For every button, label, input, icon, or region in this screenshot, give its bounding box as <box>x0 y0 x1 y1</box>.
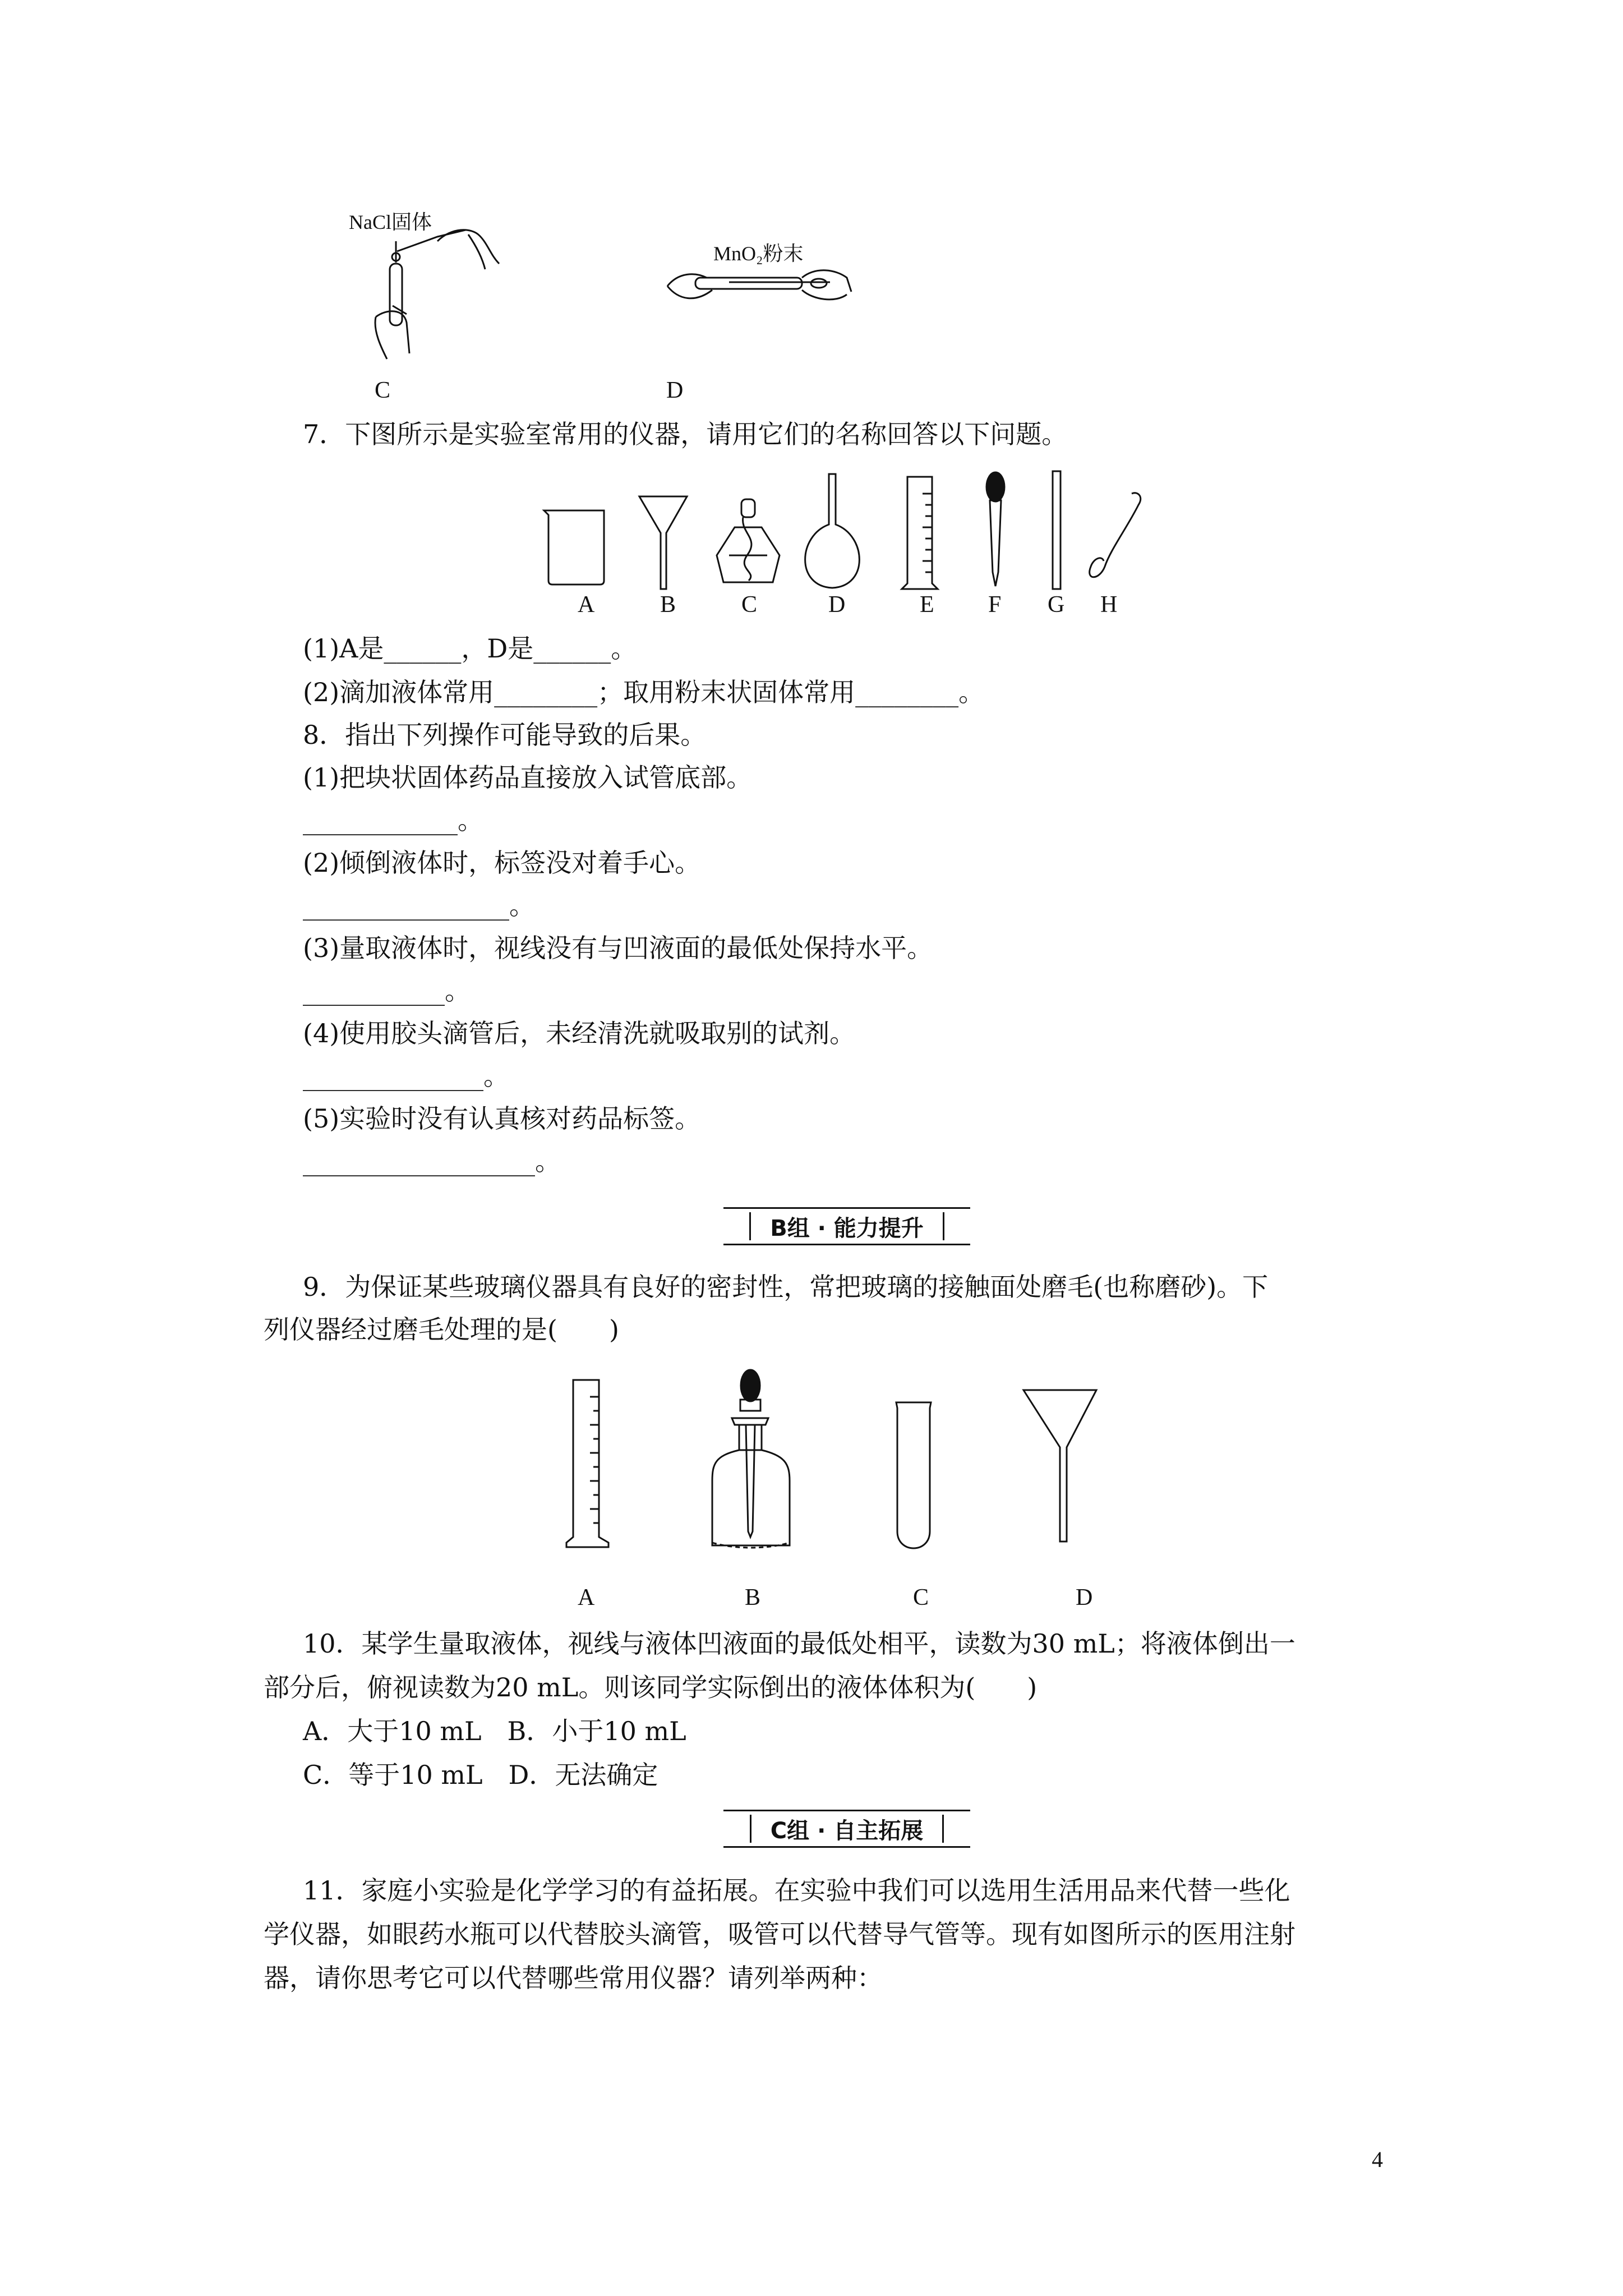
q7-label-c: C <box>741 592 758 618</box>
label-c-top: C <box>375 378 391 403</box>
beaker-icon <box>544 510 604 585</box>
q8-text: 8．指出下列操作可能导致的后果。 <box>303 720 707 750</box>
test-tube-icon <box>896 1402 931 1548</box>
q7-label-e: E <box>920 592 934 618</box>
q10-options-2: C．等于10 mL D．无法确定 <box>303 1760 658 1790</box>
q10-line2: 部分后，俯视读数为20 mL。则该同学实际倒出的液体体积为( ) <box>264 1672 1038 1703</box>
q7-label-f: F <box>988 592 1002 618</box>
q9-line2: 列仪器经过磨毛处理的是( ) <box>264 1314 619 1345</box>
q7-sub1: (1)A是______，D是______。 <box>303 633 637 664</box>
q7-sub2: (2)滴加液体常用________；取用粉末状固体常用________。 <box>303 677 985 707</box>
q9-label-b: B <box>745 1585 761 1611</box>
round-flask-icon <box>805 474 860 588</box>
q8-item-1: (1)把块状固体药品直接放入试管底部。 <box>303 762 753 793</box>
q10-options-1: A．大于10 mL B．小于10 mL <box>303 1716 686 1746</box>
q8-answer-2: ________________。 <box>303 890 535 921</box>
graduated-cylinder-icon <box>566 1380 608 1547</box>
medicine-spoon-icon <box>1090 493 1141 577</box>
q8-answer-3: ___________。 <box>303 976 471 1006</box>
q11-line1: 11．家庭小实验是化学学习的有益拓展。在实验中我们可以选用生活用品来代替一些化 <box>303 1875 1290 1906</box>
section-c-title: C组 · 自主拓展 <box>770 1818 924 1844</box>
nacl-caption: NaCl固体 <box>349 211 432 233</box>
q8-answer-4: ______________。 <box>303 1061 509 1091</box>
graduated-cylinder-icon <box>902 477 938 589</box>
section-c-badge <box>723 1810 970 1848</box>
alcohol-lamp-icon <box>717 499 780 582</box>
q7-label-g: G <box>1048 592 1065 618</box>
dropper-icon <box>986 472 1004 586</box>
q8-answer-5: __________________。 <box>303 1146 561 1176</box>
q7-label-h: H <box>1100 592 1118 618</box>
q9-line1: 9．为保证某些玻璃仪器具有良好的密封性，常把玻璃的接触面处磨毛(也称磨砂)。下 <box>303 1272 1269 1302</box>
q11-line2: 学仪器，如眼药水瓶可以代替胶头滴管，吸管可以代替导气管等。现有如图所示的医用注射 <box>264 1919 1295 1949</box>
page-number: 4 <box>1372 2147 1383 2172</box>
q8-answer-1: ____________。 <box>303 805 483 835</box>
q8-item-4: (4)使用胶头滴管后，未经清洗就吸取别的试剂。 <box>303 1018 856 1048</box>
q7-label-d: D <box>828 592 846 618</box>
q8-item-2: (2)倾倒液体时，标签没对着手心。 <box>303 848 701 878</box>
q8-item-5: (5)实验时没有认真核对药品标签。 <box>303 1103 701 1134</box>
q9-label-c: C <box>913 1585 929 1611</box>
q8-item-3: (3)量取液体时，视线没有与凹液面的最低处保持水平。 <box>303 933 933 963</box>
mno2-caption: MnO₂粉末 <box>713 242 804 265</box>
q11-line3: 器，请你思考它可以代替哪些常用仪器？请列举两种： <box>264 1963 883 1993</box>
section-b-badge <box>723 1207 970 1245</box>
q7-label-a: A <box>578 592 595 618</box>
q9-instrument-figure <box>555 1369 1122 1559</box>
q7-text: 7．下图所示是实验室常用的仪器，请用它们的名称回答以下问题。 <box>303 419 1068 449</box>
q7-label-b: B <box>660 592 676 618</box>
dropper-bottle-icon <box>712 1370 790 1548</box>
q10-line1: 10．某学生量取液体，视线与液体凹液面的最低处相平，读数为30 mL；将液体倒出一 <box>303 1628 1295 1659</box>
glass-rod-icon <box>1053 471 1061 589</box>
q9-label-d: D <box>1076 1585 1093 1611</box>
funnel-icon <box>639 496 687 589</box>
q7-instrument-figure <box>538 466 1166 600</box>
section-b-title: B组 · 能力提升 <box>770 1215 924 1241</box>
horizontal-tube-illustration <box>662 255 852 317</box>
label-d-top: D <box>666 378 684 403</box>
q9-label-a: A <box>578 1585 595 1611</box>
funnel-icon <box>1023 1390 1096 1542</box>
test-tube-spoon-illustration <box>353 224 533 359</box>
